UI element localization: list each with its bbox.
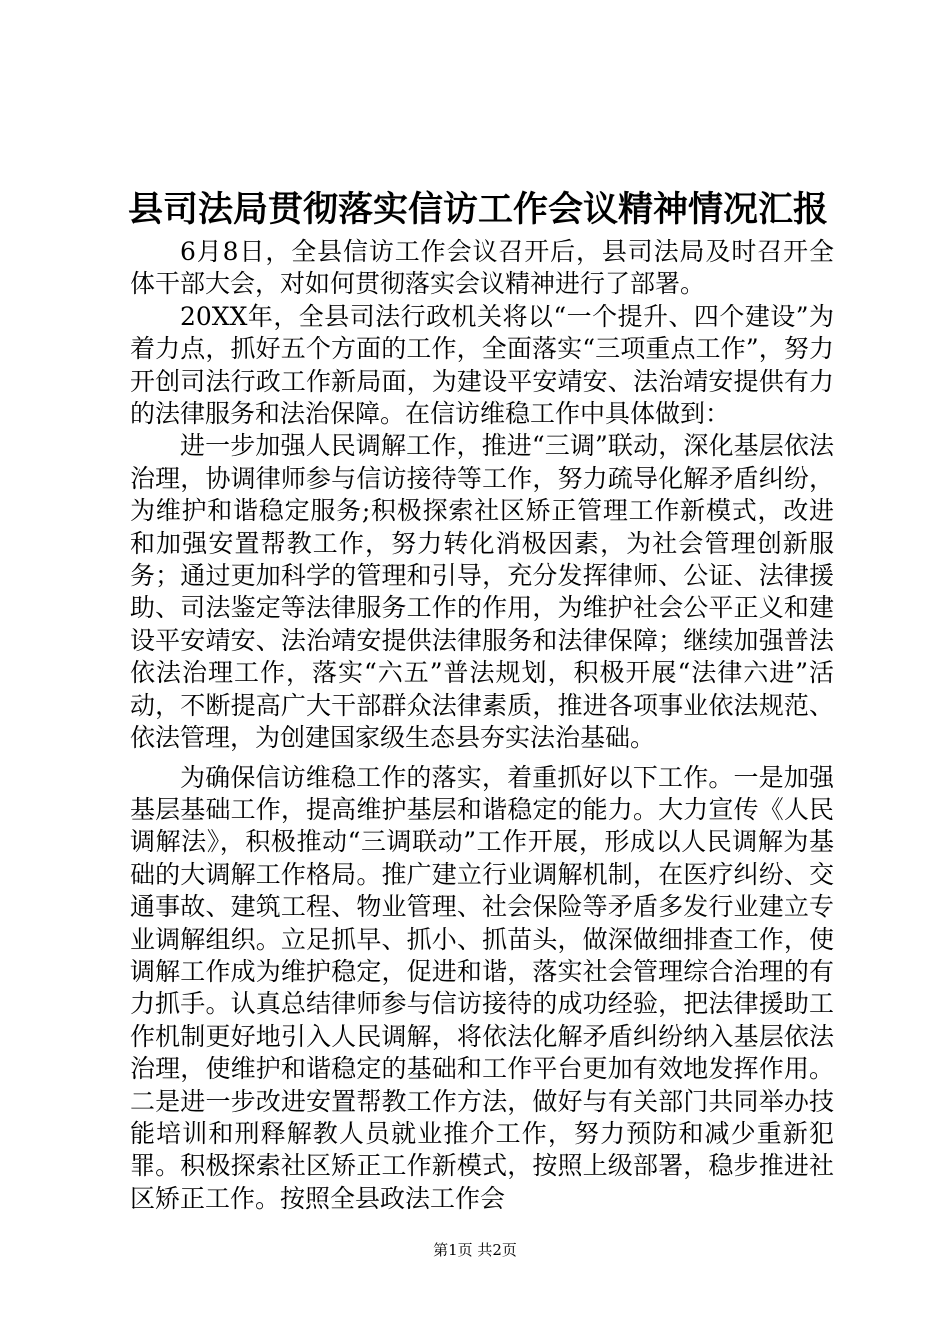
- page-footer: 第1页 共2页: [433, 1241, 517, 1259]
- paragraph-1: 6月8日，全县信访工作会议召开后，县司法局及时召开全体干部大会，对如何贯彻落实会议精神进行了部署。: [130, 237, 834, 299]
- paragraph-4: 为确保信访维稳工作的落实，着重抓好以下工作。一是加强基层基础工作，提高维护基层和谐稳定的能力。大力宣传《人民调解法》，积极推动“三调联动”工作开展，形成以人民调解为基础的大调解工作格局。推广建立行业调解机制，在医疗纠纷、交通事故、建筑工程、物业管理、社会保险等矛盾多发行业建立专业调解组织。立足抓早、抓小、抓苗头，做深做细排查工作，使调解工作成为维护稳定，促进和谐，落实社会管理综合治理的有力抓手。认真总结律师参与信访接待的成功经验，把法律援助工作机制更好地引入人民调解，将依法化解矛盾纠纷纳入基层依法治理，使维护和谐稳定的基础和工作平台更加有效地发挥作用。二是进一步改进安置帮教工作方法，做好与有关部门共同举办技能培训和刑释解教人员就业推介工作，努力预防和减少重新犯罪。积极探索社区矫正工作新模式，按照上级部署，稳步推进社区矫正工作。按照全县政法工作会: [130, 762, 834, 1213]
- paragraph-2: 20XX年，全县司法行政机关将以“一个提升、四个建设”为着力点，抓好五个方面的工作，全面落实“三项重点工作”，努力开创司法行政工作新局面，为建设平安靖安、法治靖安提供有力的法律服务和法治保障。在信访维稳工作中具体做到：: [130, 301, 834, 429]
- document-body: [130, 236, 834, 1215]
- paragraph-3: 进一步加强人民调解工作，推进“三调”联动，深化基层依法治理，协调律师参与信访接待等工作，努力疏导化解矛盾纠纷，为维护和谐稳定服务;积极探索社区矫正管理工作新模式，改进和加强安置帮教工作，努力转化消极因素，为社会管理创新服务；通过更加科学的管理和引导，充分发挥律师、公证、法律援助、司法鉴定等法律服务工作的作用，为维护社会公平正义和建设平安靖安、法治靖安提供法律服务和法律保障；继续加强普法依法治理工作，落实“六五”普法规划，积极开展“法律六进”活动，不断提高广大干部群众法律素质，推进各项事业依法规范、依法管理，为创建国家级生态县夯实法治基础。: [130, 431, 834, 753]
- document-title: 县司法局贯彻落实信访工作会议精神情况汇报: [128, 189, 829, 230]
